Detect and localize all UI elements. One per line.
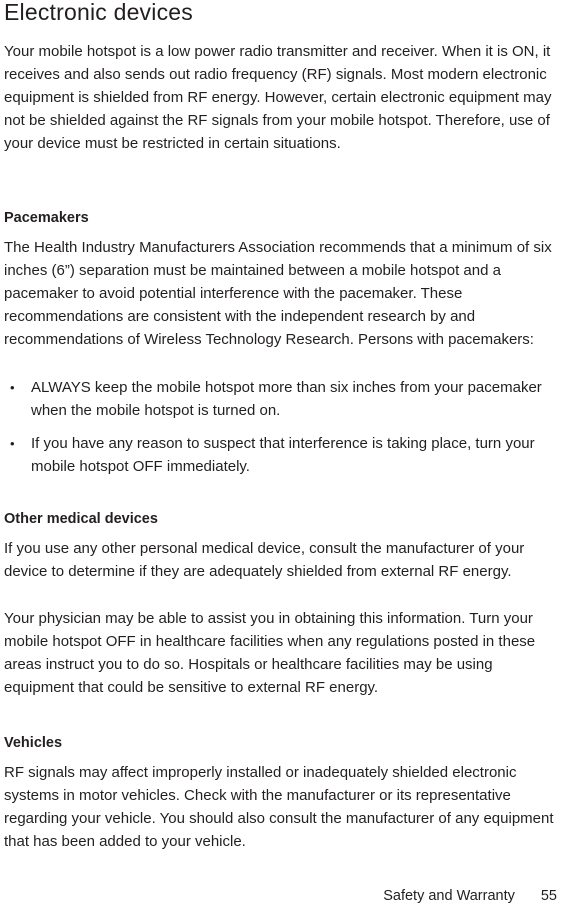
pacemaker-bullet-list	[4, 376, 560, 488]
bullet-text: ALWAYS keep the mobile hotspot more than six inches from your pacemaker when the mobile hotspot is turned on.	[31, 379, 542, 419]
other-medical-heading: Other medical devices	[4, 511, 158, 527]
vehicles-heading: Vehicles	[4, 735, 63, 751]
pacemakers-heading: Pacemakers	[4, 210, 89, 226]
other-medical-paragraph-1: If you use any other personal medical device, consult the manufacturer of your device to determine if they are adequately shielded from external RF energy.	[4, 540, 525, 580]
pacemakers-paragraph: The Health Industry Manufacturers Association recommends that a minimum of six inches (6”) separation must be maintained between a mobile hotspot and a pacemaker to avoid potential interference with the pacemaker. These recommendations are consistent with the independent research by and recommendations of Wireless Technology Research. Persons with pacemakers:	[4, 239, 552, 348]
page-number: 55	[540, 888, 557, 904]
list-item	[4, 432, 560, 478]
footer-section-label: Safety and Warranty	[383, 888, 515, 904]
bullet-icon: •	[10, 380, 15, 395]
vehicles-paragraph: RF signals may affect improperly installed or inadequately shielded electronic systems in motor vehicles. Check with the manufacturer or its representative regarding your vehicle. You should also consult the manufacturer of any equipment that has been added to your vehicle.	[4, 764, 554, 850]
page-footer	[383, 888, 557, 904]
other-medical-paragraph-2: Your physician may be able to assist you in obtaining this information. Turn your mobile hotspot OFF in healthcare facilities when any regulations posted in these areas instruct you to do so. Hospitals or healthcare facilities may be using equipment that could be sensitive to external RF energy.	[4, 610, 536, 696]
list-item	[4, 376, 560, 422]
page-title: Electronic devices	[4, 0, 193, 25]
bullet-text: If you have any reason to suspect that interference is taking place, turn your mobile hotspot OFF immediately.	[31, 435, 535, 475]
intro-paragraph: Your mobile hotspot is a low power radio transmitter and receiver. When it is ON, it receives and also sends out radio frequency (RF) signals. Most modern electronic equipment is shielded from RF energy. However, certain electronic equipment may not be shielded against the RF signals from your mobile hotspot. Therefore, use of your device must be restricted in certain situations.	[4, 43, 552, 152]
bullet-icon: •	[10, 436, 15, 451]
